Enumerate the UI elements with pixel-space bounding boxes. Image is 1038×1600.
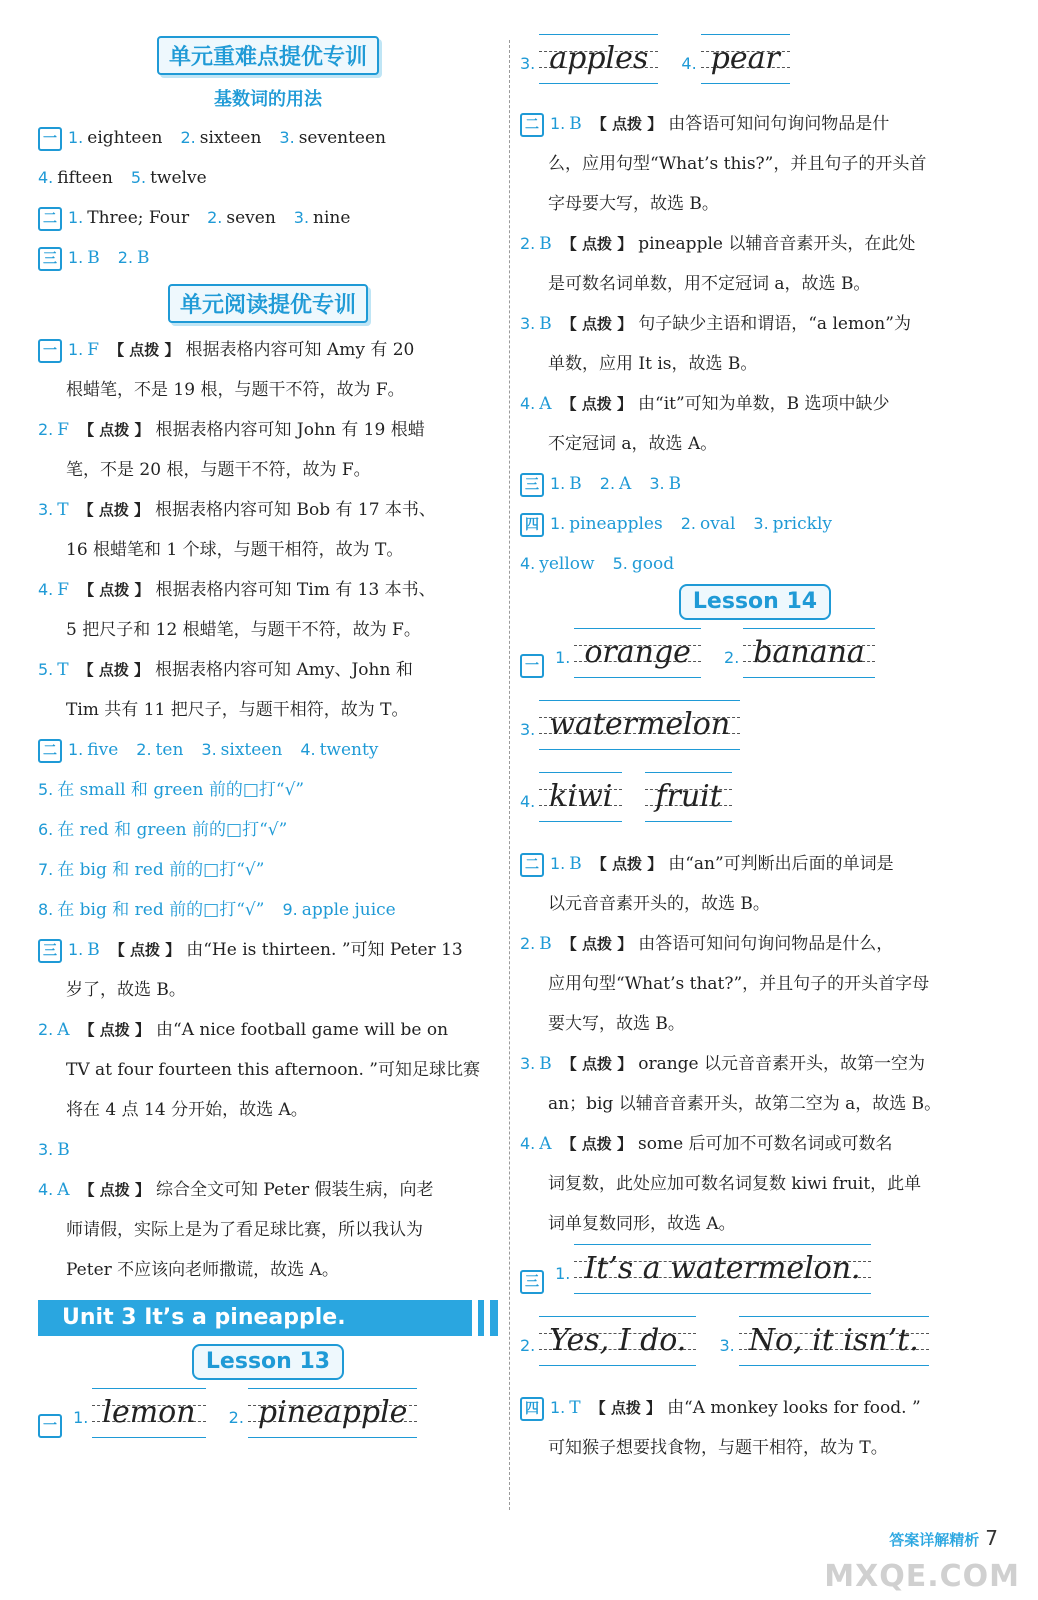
lesson-13-title: Lesson 13 [38, 1344, 498, 1388]
answer-line: 四 1. T 【 点拨 】 由“A monkey looks for food. ” [520, 1388, 990, 1428]
answer-line: 四 1. pineapples 2. oval 3. prickly [520, 504, 990, 544]
explanation-line: 字母要大写，故选 B。 [548, 194, 719, 214]
explanation-line: 16 根蜡笔和 1 个球，与题干相符，故为 T。 [66, 540, 404, 560]
handwriting-row [520, 700, 990, 772]
explanation-line: Peter 不应该向老师撒谎，故选 A。 [66, 1260, 339, 1280]
handwriting-answer: fruit [645, 772, 731, 822]
answer-line: 8. 在 big 和 red 前的□打“√” 9. apple juice [38, 900, 396, 920]
explanation-line: 是可数名词单数，用不定冠词 a，故选 B。 [548, 274, 871, 294]
answer-line: 2. A 【 点拨 】 由“A nice football game will be on [38, 1020, 449, 1040]
answer-line: 一 1. eighteen 2. sixteen 3. seventeen [38, 118, 498, 158]
explanation-line: 将在 4 点 14 分开始，故选 A。 [66, 1100, 308, 1120]
column-divider [509, 40, 510, 1510]
answer-line: 4. A 【 点拨 】 综合全文可知 Peter 假装生病，向老 [38, 1180, 434, 1200]
explanation-line: 笔，不是 20 根，与题干不符，故为 F。 [66, 460, 371, 480]
answer-line: 一 1. F 【 点拨 】 根据表格内容可知 Amy 有 20 [38, 330, 498, 370]
answer-line: 4. fifteen 5. twelve [38, 168, 207, 188]
answer-line: 6. 在 red 和 green 前的□打“√” [38, 820, 288, 840]
answer-line: 3. B 【 点拨 】 句子缺少主语和谓语，“a lemon”为 [520, 314, 911, 334]
handwriting-answer: 2. banana [724, 628, 875, 678]
answer-line: 三 1. B 【 点拨 】 由“He is thirteen. ”可知 Peter 13 [38, 930, 498, 970]
answer-line: 4. A 【 点拨 】 由“it”可知为单数，B 选项中缺少 [520, 394, 890, 414]
watermark: MXQE.COM [824, 1559, 1020, 1594]
handwriting-answer: 1. orange [555, 628, 701, 678]
handwriting-row [520, 772, 990, 844]
explanation-line: 单数，应用 It is，故选 B。 [548, 354, 758, 374]
handwriting-row [520, 1316, 990, 1388]
handwriting-row: 一 1. orange 2. banana [520, 628, 990, 700]
page-number: 7 [985, 1526, 998, 1550]
answer-line: 二 1. Three; Four 2. seven 3. nine [38, 198, 498, 238]
explanation-line: 要大写，故选 B。 [548, 1014, 685, 1034]
answer-line: 3. T 【 点拨 】 根据表格内容可知 Bob 有 17 本书、 [38, 500, 436, 520]
handwriting-answer: 1. lemon [73, 1388, 205, 1438]
explanation-line: 岁了，故选 B。 [66, 980, 186, 1000]
handwriting-row: 三 1. It’s a watermelon. [520, 1244, 990, 1316]
answer-line: 2. F 【 点拨 】 根据表格内容可知 John 有 19 根蜡 [38, 420, 425, 440]
handwriting-row: 一 1. lemon 2. pineapple [38, 1388, 498, 1450]
left-column [38, 34, 498, 1450]
lesson-14-title: Lesson 14 [520, 584, 990, 628]
handwriting-answer: 4. kiwi [520, 772, 622, 822]
answer-line: 二 1. five 2. ten 3. sixteen 4. twenty [38, 730, 498, 770]
answer-line: 2. B 【 点拨 】 pineapple 以辅音音素开头，在此处 [520, 234, 916, 254]
handwriting-row [520, 34, 990, 104]
handwriting-answer: 2. pineapple [229, 1388, 418, 1438]
explanation-line: 师请假，实际上是为了看足球比赛，所以我认为 [66, 1220, 423, 1240]
answer-line: 三 1. B 2. B [38, 238, 498, 278]
answer-line: 5. 在 small 和 green 前的□打“√” [38, 780, 305, 800]
explanation-line: 以元音音素开头的，故选 B。 [548, 894, 770, 914]
subtitle-cardinal-numbers: 基数词的用法 [214, 89, 322, 110]
answer-line: 4. A 【 点拨 】 some 后可加不可数名词或可数名 [520, 1134, 893, 1154]
answer-line: 5. T 【 点拨 】 根据表格内容可知 Amy、John 和 [38, 660, 413, 680]
explanation-line: 词复数，此处应加可数名词复数 kiwi fruit，此单 [548, 1174, 922, 1194]
explanation-line: an；big 以辅音音素开头，故第二空为 a，故选 B。 [548, 1094, 942, 1114]
explanation-line: TV at four fourteen this afternoon. ”可知足球比赛 [66, 1060, 480, 1080]
explanation-line: Tim 共有 11 把尺子，与题干相符，故为 T。 [66, 700, 409, 720]
section-title-key-points: 单元重难点提优专训 [38, 36, 498, 76]
answer-line: 3. B 【 点拨 】 orange 以元音音素开头，故第一空为 [520, 1054, 926, 1074]
answer-line: 二 1. B 【 点拨 】 由“an”可判断出后面的单词是 [520, 844, 990, 884]
explanation-line: 可知猴子想要找食物，与题干相符，故为 T。 [548, 1438, 888, 1458]
handwriting-answer: 4. pear [681, 34, 789, 84]
explanation-line: 应用句型“What’s that?”，并且句子的开头首字母 [548, 974, 930, 994]
explanation-line: 词单复数同形，故选 A。 [548, 1214, 736, 1234]
section-title-reading: 单元阅读提优专训 [38, 284, 498, 324]
handwriting-answer: 2. Yes, I do. [520, 1316, 696, 1366]
right-column [520, 34, 990, 1468]
unit-banner: Unit 3 It’s a pineapple. [38, 1300, 498, 1336]
answer-line: 4. yellow 5. good [520, 554, 675, 574]
handwriting-answer: 1. It’s a watermelon. [555, 1244, 871, 1294]
answer-line: 三 1. B 2. A 3. B [520, 464, 990, 504]
page-footer: 答案详解精析 7 [889, 1526, 998, 1550]
handwriting-answer: 3. watermelon [520, 700, 740, 750]
explanation-line: 5 把尺子和 12 根蜡笔，与题干不符，故为 F。 [66, 620, 421, 640]
explanation-line: 么，应用句型“What’s this?”，并且句子的开头首 [548, 154, 927, 174]
answer-line: 3. B [38, 1140, 70, 1160]
handwriting-answer: 3. apples [520, 34, 658, 84]
answer-line: 二 1. B 【 点拨 】 由答语可知问句询问物品是什 [520, 104, 990, 144]
handwriting-answer: 3. No, it isn’t. [719, 1316, 928, 1366]
answer-line: 7. 在 big 和 red 前的□打“√” [38, 860, 265, 880]
answer-line: 2. B 【 点拨 】 由答语可知问句询问物品是什么， [520, 934, 894, 954]
explanation-line: 根蜡笔，不是 19 根，与题干不符，故为 F。 [66, 380, 405, 400]
answer-line: 4. F 【 点拨 】 根据表格内容可知 Tim 有 13 本书、 [38, 580, 436, 600]
explanation-line: 不定冠词 a，故选 A。 [548, 434, 718, 454]
